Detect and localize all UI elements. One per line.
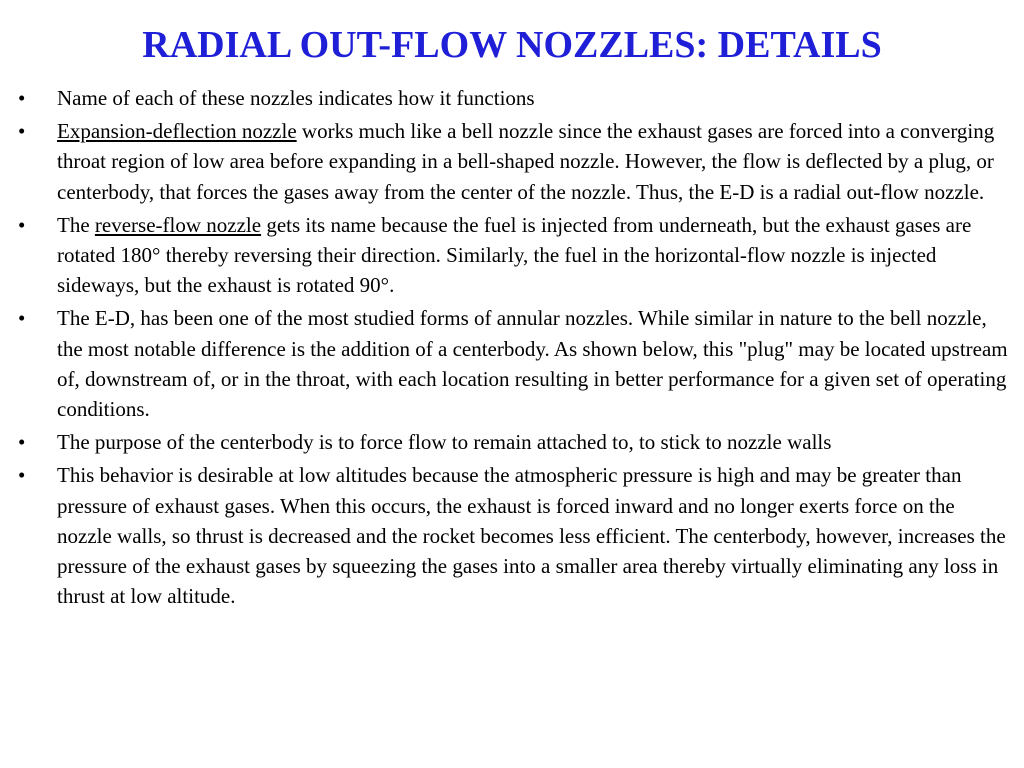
bullet-item-1 <box>0 83 1024 113</box>
bullet-item-5 <box>0 427 1024 457</box>
bullet-icon: • <box>18 86 26 110</box>
bullet-text: Name of each of these nozzles indicates how it functions <box>57 86 535 110</box>
bullet-item-4 <box>0 303 1024 424</box>
bullet-item-3 <box>0 210 1024 301</box>
bullet-item-6 <box>0 460 1024 611</box>
bullet-item-2 <box>0 116 1024 207</box>
bullet-icon: • <box>18 430 26 455</box>
slide-title: RADIAL OUT-FLOW NOZZLES: DETAILS <box>142 24 882 66</box>
bullet-list <box>0 83 1024 614</box>
bullet-text: The purpose of the centerbody is to force flow to remain attached to, to stick to nozzle walls <box>57 430 832 455</box>
bullet-text: The E-D, has been one of the most studied forms of annular nozzles. While similar in nature to the bell nozzle, the most notable difference is the addition of a centerbody. As shown below, this "plug" may be located upstream of, downstream of, or in the throat, with each location resulting in better performance for a given set of operating conditions. <box>57 306 1008 422</box>
bullet-text: works much like a bell nozzle since the exhaust gases are forced into a converging throat region of low area before expanding in a bell-shaped nozzle. However, the flow is deflected by a plug, or centerbody, that forces the gases away from the center of the nozzle. Thus, the E-D is a radial out-flow nozzle. <box>57 119 995 204</box>
reverse-flow-nozzle-link[interactable]: reverse-flow nozzle <box>94 212 262 237</box>
bullet-icon: • <box>18 463 26 488</box>
bullet-text-prefix: The <box>57 212 95 237</box>
bullet-icon: • <box>18 119 26 144</box>
bullet-icon: • <box>18 306 26 331</box>
bullet-text: gets its name because the fuel is injected from underneath, but the exhaust gases are rotated 180° thereby reversing their direction. Similarly, the fuel in the horizontal-flow nozzle is injected sideways, but the exhaust is rotated 90°. <box>57 212 972 298</box>
bullet-icon: • <box>18 212 26 237</box>
bullet-text: This behavior is desirable at low altitudes because the atmospheric pressure is high and may be greater than pressure of exhaust gases. When this occurs, the exhaust is forced inward and no longer exerts force on the nozzle walls, so thrust is decreased and the rocket becomes less efficient. The centerbody, however, increases the pressure of the exhaust gases by squeezing the gases into a smaller area thereby virtually eliminating any loss in thrust at low altitude. <box>57 463 1006 609</box>
expansion-deflection-nozzle-link[interactable]: Expansion-deflection nozzle <box>57 119 297 144</box>
